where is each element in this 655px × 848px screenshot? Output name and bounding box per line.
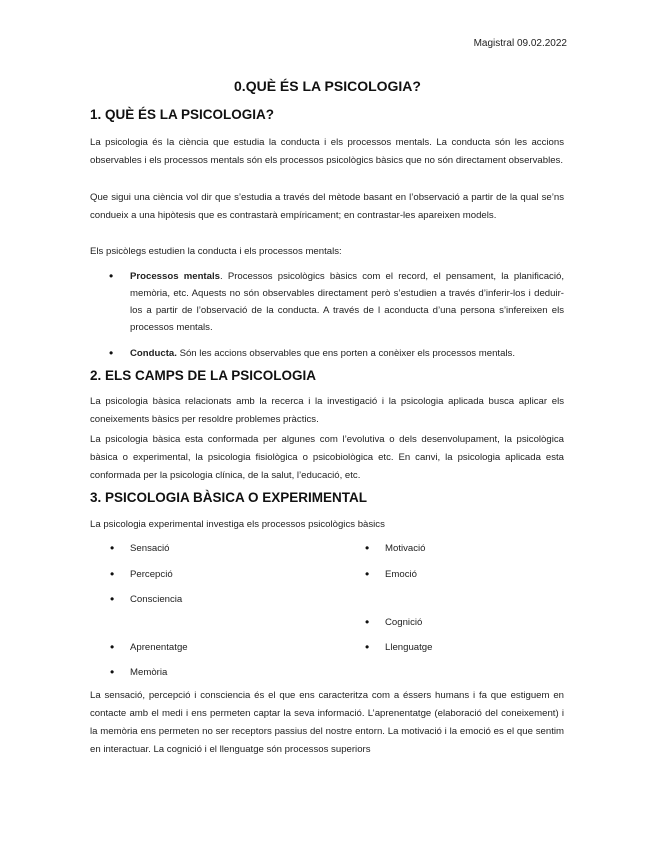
bullet-icon: •: [110, 640, 115, 654]
main-title: 0.QUÈ ÉS LA PSICOLOGIA?: [234, 78, 421, 94]
section-1-paragraph-2: Que sigui una ciència vol dir que s’estudia a través del mètode basant en l’observació a partir de la qual se’ns condueix a una hipòtesis que es contrastarà empíricament; en contrastar-les apareixen models.: [90, 192, 564, 221]
list-item: • Cognició: [365, 615, 423, 629]
bullet-text: Són les accions observables que ens porten a conèixer els processos mentals.: [176, 348, 516, 359]
section-1-paragraph-1: La psicologia és la ciència que estudia la conducta i els processos mentals. La conducta són les accions observables i els processos mentals són els processos psicològics bàsics que no són directament observables.: [90, 137, 564, 166]
bullet-icon: •: [110, 567, 115, 581]
section-3-intro: La psicologia experimental investiga els processos psicològics bàsics: [90, 519, 385, 530]
list-item: • Memòria: [110, 665, 168, 679]
list-item: [90, 268, 564, 336]
section-3-title: 3. PSICOLOGIA BÀSICA O EXPERIMENTAL: [90, 490, 368, 505]
bullet-icon: •: [365, 567, 370, 581]
bullet-text: . Processos psicològics bàsics com el record, el pensament, la planificació, memòria, etc. Aquests no són observables directament però s’estudien a través d’inferir-los i deduir-los a partir de l’observació de la conducta. A través de l aconducta d’una persona s’infereixen els processos mentals.: [130, 271, 564, 333]
section-2-paragraph-1: La psicologia bàsica relacionats amb la recerca i la investigació i la psicologia aplicada busca aplicar els coneixements bàsics per resoldre problemes pràctics.: [90, 396, 564, 425]
bullet-icon: •: [110, 592, 115, 606]
section-1-paragraph-3: Els psicòlegs estudien la conducta i els processos mentals:: [90, 246, 342, 257]
bullet-term: Conducta.: [130, 348, 177, 359]
list-item: • Llenguatge: [365, 640, 433, 654]
section-2-paragraph-2: La psicologia bàsica esta conformada per algunes com l’evolutiva o dels desenvolupament, la psicològica bàsica o experimental, la psicologia fisiològica o psicobiològica etc. En canvi, la psicologia aplicada esta conformada per la psicologia clínica, de la salut, l’educació, etc.: [90, 434, 564, 481]
section-3-closing-paragraph: La sensació, percepció i consciencia és el que ens caracteritza com a éssers humans i fa que estiguem en contacte amb el medi i ens permeten captar la seva informació. L’aprenentatge (elaboració del coneixement) i la memòria ens permeten no ser receptors passius del nostre entorn. La motivació i la emoció es el que sentim en interactuar. La cognició i el llenguatge són processos superiors: [90, 690, 564, 755]
date-note: Magistral 09.02.2022: [473, 38, 567, 49]
list-item: • Percepció: [110, 567, 173, 581]
bullet-icon: •: [365, 640, 370, 654]
list-item: • Emoció: [365, 567, 417, 581]
section-2-title: 2. ELS CAMPS DE LA PSICOLOGIA: [90, 368, 317, 383]
bullet-icon: •: [365, 541, 370, 555]
list-item: • Aprenentatge: [110, 640, 188, 654]
bullet-icon: •: [110, 541, 115, 555]
list-item: • Motivació: [365, 541, 426, 555]
list-item: • Sensació: [110, 541, 170, 555]
section-1-bullet-list: [90, 268, 564, 362]
section-1-title: 1. QUÈ ÉS LA PSICOLOGIA?: [90, 107, 275, 122]
list-item: [90, 345, 564, 362]
list-item: • Consciencia: [110, 592, 183, 606]
bullet-icon: •: [110, 665, 115, 679]
bullet-icon: •: [365, 615, 370, 629]
bullet-term: Processos mentals: [130, 271, 220, 282]
